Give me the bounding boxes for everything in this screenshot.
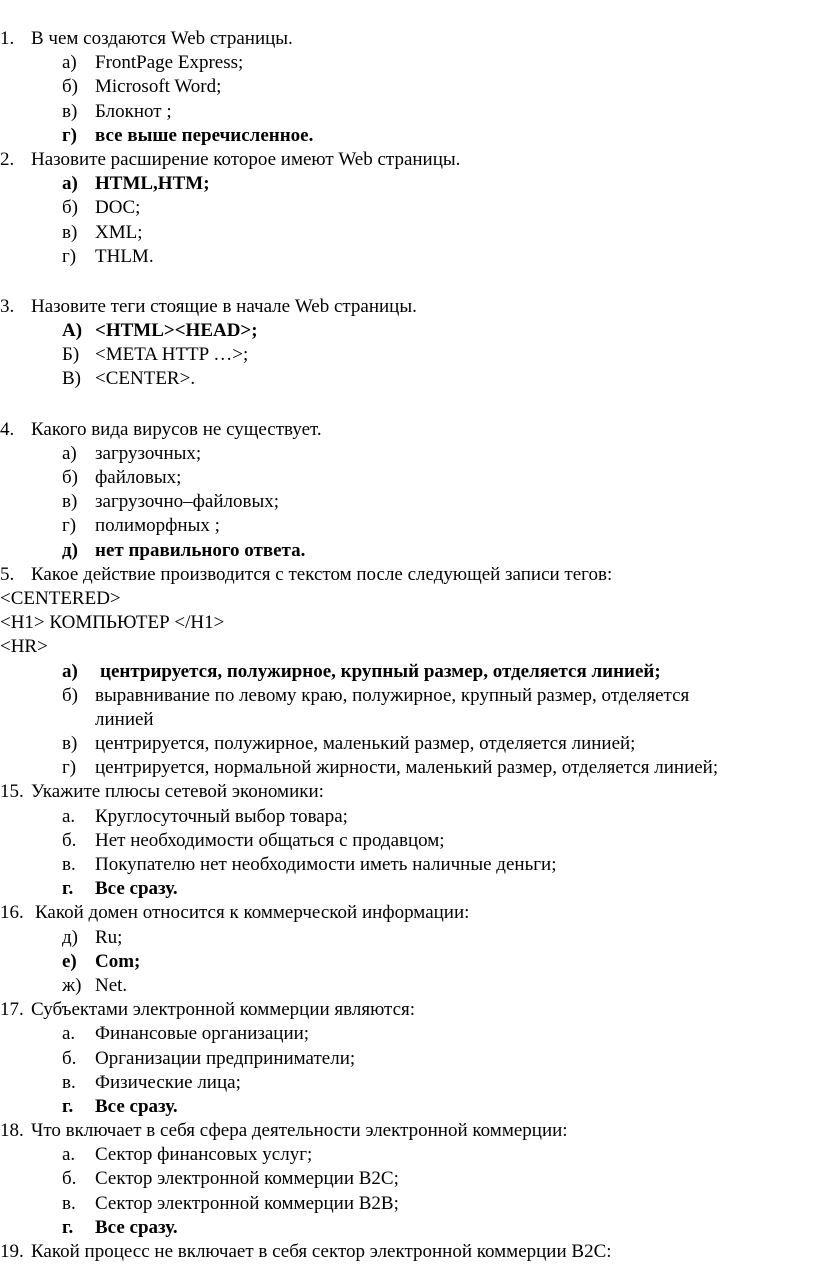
- answer-text: выравнивание по левому краю, полужирное, крупный размер, отделяется: [95, 684, 690, 706]
- question-15: [0, 780, 816, 804]
- question-text: Назовите теги стоящие в начале Web страницы.: [31, 295, 417, 317]
- answer-item-correct: [0, 124, 816, 148]
- answer-marker: б.: [62, 829, 77, 851]
- question-number: 19.: [0, 1241, 24, 1262]
- question-number: 18.: [0, 1120, 24, 1142]
- code-text: <HR>: [0, 636, 48, 658]
- answer-marker: ж): [62, 974, 82, 996]
- answer-item: [0, 756, 816, 780]
- answer-text: XML;: [95, 221, 143, 243]
- question-2: [0, 148, 816, 172]
- answer-marker: а.: [62, 1023, 76, 1045]
- answer-item-correct: [0, 877, 816, 901]
- answer-marker: г): [62, 515, 77, 537]
- question-text: Какое действие производится с текстом после следующей записи тегов:: [31, 563, 613, 585]
- answer-item-continuation: [0, 708, 816, 732]
- question-text: Какого вида вирусов не существует.: [31, 418, 322, 440]
- answer-text: загрузочных;: [95, 442, 202, 464]
- answer-text: Microsoft Word;: [95, 76, 222, 98]
- answer-text: все выше перечисленное.: [95, 124, 314, 146]
- answer-marker: Б): [62, 344, 80, 366]
- question-number: 4.: [0, 418, 15, 440]
- answer-text: Все сразу.: [95, 1216, 178, 1238]
- question-3: [0, 295, 816, 319]
- answer-marker: в.: [62, 854, 76, 875]
- answer-text: Com;: [95, 950, 141, 972]
- question-number: 16.: [0, 902, 24, 924]
- answer-text: Сектор электронной коммерции В2В;: [95, 1192, 399, 1214]
- question-text: Субъектами электронной коммерции являются:: [31, 999, 416, 1021]
- answer-text: Блокнот ;: [95, 100, 172, 122]
- answer-item: [0, 442, 816, 466]
- answer-item: [0, 1167, 816, 1191]
- answer-marker: в.: [62, 1192, 76, 1214]
- question-18: [0, 1119, 816, 1143]
- answer-text: нет правильного ответа.: [95, 539, 306, 561]
- answer-text: центрируется, полужирное, маленький размер, отделяется линией;: [95, 733, 636, 755]
- spacer: [0, 392, 816, 418]
- answer-item-correct: [0, 319, 816, 343]
- answer-marker: г.: [62, 1216, 74, 1238]
- answer-marker: г): [62, 124, 77, 146]
- answer-item: [0, 1143, 816, 1167]
- question-number: 1.: [0, 28, 15, 49]
- answer-item-correct: [0, 1095, 816, 1119]
- code-text: <CENTERED>: [0, 587, 121, 609]
- answer-item: [0, 1071, 816, 1095]
- answer-text: Все сразу.: [95, 878, 178, 900]
- answer-marker: в): [62, 100, 78, 122]
- question-text: Какой процесс не включает в себя сектор электронной коммерции В2С:: [31, 1241, 612, 1262]
- answer-marker: в.: [62, 1071, 76, 1093]
- answer-marker: е): [62, 950, 77, 972]
- question-number: 3.: [0, 295, 15, 317]
- answer-item: [0, 974, 816, 998]
- question-1: [0, 27, 816, 51]
- answer-text: центрируется, полужирное, крупный размер, отделяется линией;: [100, 660, 661, 682]
- answer-item: [0, 75, 816, 99]
- answer-text: полиморфных ;: [95, 515, 220, 537]
- answer-text: линией: [95, 708, 154, 730]
- answer-marker: а): [62, 52, 77, 74]
- question-text: Укажите плюсы сетевой экономики:: [31, 781, 324, 803]
- answer-text: Организации предприниматели;: [95, 1047, 356, 1069]
- answer-text: THLM.: [95, 245, 154, 267]
- answer-item: [0, 100, 816, 124]
- answer-item: [0, 829, 816, 853]
- answer-item: [0, 196, 816, 220]
- answer-item: [0, 51, 816, 75]
- answer-item: [0, 221, 816, 245]
- answer-marker: г): [62, 757, 77, 779]
- answer-text: Сектор финансовых услуг;: [95, 1144, 313, 1166]
- answer-marker: б): [62, 76, 78, 98]
- question-number: 5.: [0, 563, 15, 585]
- answer-item-correct: [0, 1216, 816, 1240]
- question-5: [0, 563, 816, 587]
- question-text: Назовите расширение которое имеют Web страницы.: [31, 148, 461, 170]
- answer-text: загрузочно–файловых;: [95, 491, 280, 513]
- answer-marker: а): [62, 173, 78, 195]
- answer-text: Физические лица;: [95, 1071, 241, 1093]
- answer-item: [0, 514, 816, 538]
- answer-text: Финансовые организации;: [95, 1023, 310, 1045]
- question-17: [0, 998, 816, 1022]
- code-line: [0, 611, 816, 635]
- answer-marker: д): [62, 926, 78, 948]
- answer-marker: б.: [62, 1047, 77, 1069]
- question-text: Какой домен относится к коммерческой информации:: [35, 902, 470, 924]
- answer-item: [0, 926, 816, 950]
- answer-item: [0, 684, 816, 708]
- answer-marker: В): [62, 368, 81, 390]
- answer-text: файловых;: [95, 467, 182, 488]
- question-number: 17.: [0, 999, 24, 1021]
- answer-text: Круглосуточный выбор товара;: [95, 805, 348, 827]
- answer-marker: в): [62, 221, 78, 243]
- answer-text: DOC;: [95, 197, 141, 219]
- answer-marker: а.: [62, 805, 76, 827]
- question-number: 2.: [0, 148, 15, 170]
- answer-marker: д): [62, 539, 78, 561]
- answer-marker: а.: [62, 1144, 76, 1166]
- answer-item-correct: [0, 172, 816, 196]
- answer-marker: г): [62, 245, 77, 267]
- code-text: <H1> КОМПЬЮТЕР </H1>: [0, 612, 225, 634]
- answer-marker: в): [62, 491, 78, 513]
- answer-item: [0, 466, 816, 490]
- answer-item: [0, 245, 816, 269]
- answer-item-correct: [0, 950, 816, 974]
- answer-item: [0, 490, 816, 514]
- answer-text: Все сразу.: [95, 1095, 178, 1117]
- answer-text: <CENTER>.: [95, 368, 196, 390]
- answer-marker: в): [62, 733, 78, 755]
- answer-text: <HTML><HEAD>;: [95, 320, 258, 342]
- answer-text: Нет необходимости общаться с продавцом;: [95, 829, 445, 851]
- answer-text: Ru;: [95, 926, 123, 948]
- answer-item-correct: [0, 660, 816, 684]
- answer-marker: б.: [62, 1168, 77, 1190]
- question-16: [0, 901, 816, 925]
- answer-item: [0, 1022, 816, 1046]
- answer-item: [0, 367, 816, 391]
- answer-text: HTML,HTM;: [95, 173, 210, 195]
- answer-item: [0, 343, 816, 367]
- answer-item: [0, 732, 816, 756]
- code-line: [0, 587, 816, 611]
- answer-text: <META HTTP …>;: [95, 344, 249, 366]
- answer-marker: г.: [62, 1095, 74, 1117]
- answer-marker: г.: [62, 878, 74, 900]
- question-text: Что включает в себя сфера деятельности электронной коммерции:: [31, 1120, 568, 1142]
- answer-text: центрируется, нормальной жирности, маленький размер, отделяется линией;: [95, 757, 719, 779]
- answer-marker: а): [62, 442, 77, 464]
- answer-item: [0, 1192, 816, 1216]
- spacer: [0, 269, 816, 295]
- question-4: [0, 418, 816, 442]
- question-19: [0, 1240, 816, 1264]
- answer-item: [0, 853, 816, 877]
- answer-marker: А): [62, 320, 83, 342]
- answer-marker: а): [62, 660, 78, 682]
- answer-item: [0, 1047, 816, 1071]
- answer-text: Покупателю нет необходимости иметь наличные деньги;: [95, 854, 557, 875]
- answer-marker: б): [62, 684, 78, 706]
- answer-text: Сектор электронной коммерции В2С;: [95, 1168, 399, 1190]
- answer-text: Net.: [95, 974, 128, 996]
- answer-item: [0, 805, 816, 829]
- answer-text: FrontPage Express;: [95, 52, 244, 74]
- question-text: В чем создаются Web страницы.: [31, 28, 293, 49]
- answer-item-correct: [0, 539, 816, 563]
- code-line: [0, 635, 816, 659]
- question-number: 15.: [0, 781, 24, 803]
- answer-marker: б): [62, 467, 78, 488]
- answer-marker: б): [62, 197, 78, 219]
